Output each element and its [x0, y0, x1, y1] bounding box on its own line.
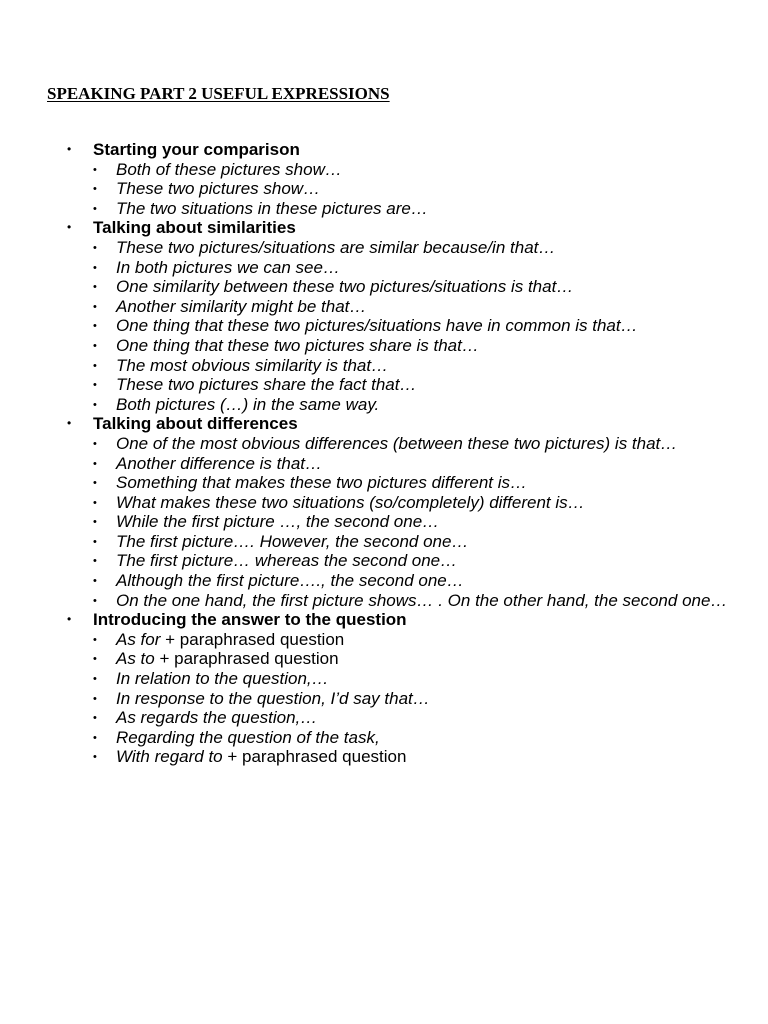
list-item — [93, 316, 768, 336]
bullet-icon: • — [93, 320, 97, 333]
bullet-icon: • — [93, 535, 97, 548]
list-item — [93, 689, 768, 709]
expression-text: The first picture…. However, the second one… — [116, 531, 469, 551]
list-item — [93, 160, 768, 180]
list-item — [93, 238, 768, 258]
document-title: SPEAKING PART 2 USEFUL EXPRESSIONS — [47, 84, 390, 103]
bullet-icon: • — [67, 220, 72, 235]
bullet-icon: • — [93, 457, 97, 470]
expression-text: One thing that these two pictures share is that… — [116, 335, 479, 355]
expression-text: The two situations in these pictures are… — [116, 198, 428, 218]
list-item — [93, 747, 768, 767]
list-item — [93, 375, 768, 395]
list-item — [93, 473, 768, 493]
bullet-icon: • — [93, 300, 97, 313]
list-item — [93, 708, 768, 728]
expression-text: One of the most obvious differences (between these two pictures) is that… — [116, 433, 678, 453]
list-item — [93, 512, 768, 532]
expression-text: Regarding the question of the task, — [116, 727, 380, 747]
expression-text: Although the first picture…., the second one… — [116, 571, 464, 591]
bullet-icon: • — [93, 379, 97, 392]
section-similarities — [0, 218, 768, 414]
bullet-icon: • — [67, 416, 72, 431]
expression-text: Both of these pictures show… — [116, 159, 342, 179]
section-differences — [0, 414, 768, 610]
bullet-icon: • — [93, 339, 97, 352]
expression-text: These two pictures/situations are similar because/in that… — [116, 237, 556, 257]
expression-list — [93, 434, 768, 610]
list-item — [93, 434, 768, 454]
section-heading: Introducing the answer to the question — [93, 610, 407, 630]
expression-text: The most obvious similarity is that… — [116, 355, 389, 375]
bullet-icon: • — [93, 359, 97, 372]
list-item — [93, 591, 768, 611]
expression-suffix: + paraphrased question — [154, 649, 339, 669]
list-item — [93, 551, 768, 571]
list-item — [93, 532, 768, 552]
list-item — [93, 493, 768, 513]
expression-text: On the one hand, the first picture shows… . On the other hand, the second one… — [116, 590, 728, 610]
expression-text: What makes these two situations (so/completely) different is… — [116, 492, 585, 512]
section-introducing-answer — [0, 610, 768, 767]
bullet-icon: • — [93, 163, 97, 176]
list-item — [93, 395, 768, 415]
bullet-icon: • — [93, 477, 97, 490]
expression-text: One thing that these two pictures/situations have in common is that… — [116, 316, 638, 336]
bullet-icon: • — [93, 594, 97, 607]
list-item — [93, 571, 768, 591]
expression-text: With regard to — [116, 747, 223, 767]
bullet-icon: • — [67, 612, 72, 627]
list-item — [93, 179, 768, 199]
expression-list — [93, 630, 768, 767]
section-list — [0, 140, 768, 767]
list-item — [93, 297, 768, 317]
bullet-icon: • — [93, 575, 97, 588]
list-item — [93, 356, 768, 376]
bullet-icon: • — [93, 202, 97, 215]
bullet-icon: • — [93, 261, 97, 274]
bullet-icon: • — [93, 516, 97, 529]
bullet-icon: • — [93, 692, 97, 705]
expression-text: Something that makes these two pictures different is… — [116, 473, 528, 493]
list-item — [93, 630, 768, 650]
bullet-icon: • — [93, 241, 97, 254]
bullet-icon: • — [93, 653, 97, 666]
bullet-icon: • — [93, 633, 97, 646]
bullet-icon: • — [93, 281, 97, 294]
expression-text: The first picture… whereas the second one… — [116, 551, 458, 571]
expression-text: Another similarity might be that… — [116, 296, 367, 316]
expression-text: Another difference is that… — [116, 453, 323, 473]
list-item — [93, 669, 768, 689]
expression-text: While the first picture …, the second one… — [116, 512, 440, 532]
list-item — [93, 454, 768, 474]
expression-text: As to — [116, 649, 155, 669]
bullet-icon: • — [93, 437, 97, 450]
bullet-icon: • — [93, 673, 97, 686]
expression-list — [93, 238, 768, 414]
bullet-icon: • — [93, 183, 97, 196]
list-item — [93, 649, 768, 669]
bullet-icon: • — [93, 496, 97, 509]
expression-text: In relation to the question,… — [116, 669, 329, 689]
bullet-icon: • — [93, 731, 97, 744]
expression-text: In both pictures we can see… — [116, 257, 340, 277]
expression-text: In response to the question, I’d say that… — [116, 688, 430, 708]
expression-text: As for — [116, 629, 161, 649]
expression-text: One similarity between these two pictures/situations is that… — [116, 277, 574, 297]
expression-text: As regards the question,… — [116, 708, 318, 728]
expression-suffix: + paraphrased question — [160, 629, 345, 649]
bullet-icon: • — [93, 751, 97, 764]
list-item — [93, 258, 768, 278]
expression-suffix: + paraphrased question — [222, 747, 407, 767]
list-item — [93, 728, 768, 748]
bullet-icon: • — [93, 398, 97, 411]
bullet-icon: • — [67, 142, 72, 156]
expression-list — [93, 160, 768, 219]
section-heading: Starting your comparison — [93, 140, 300, 159]
section-heading: Talking about differences — [93, 414, 298, 434]
section-starting-comparison — [0, 140, 768, 218]
section-heading: Talking about similarities — [93, 218, 296, 238]
list-item — [93, 336, 768, 356]
expression-text: These two pictures share the fact that… — [116, 375, 417, 395]
list-item — [93, 277, 768, 297]
bullet-icon: • — [93, 712, 97, 725]
expression-text: These two pictures show… — [116, 179, 321, 199]
bullet-icon: • — [93, 555, 97, 568]
expression-text: Both pictures (…) in the same way. — [116, 394, 380, 414]
list-item — [93, 199, 768, 219]
